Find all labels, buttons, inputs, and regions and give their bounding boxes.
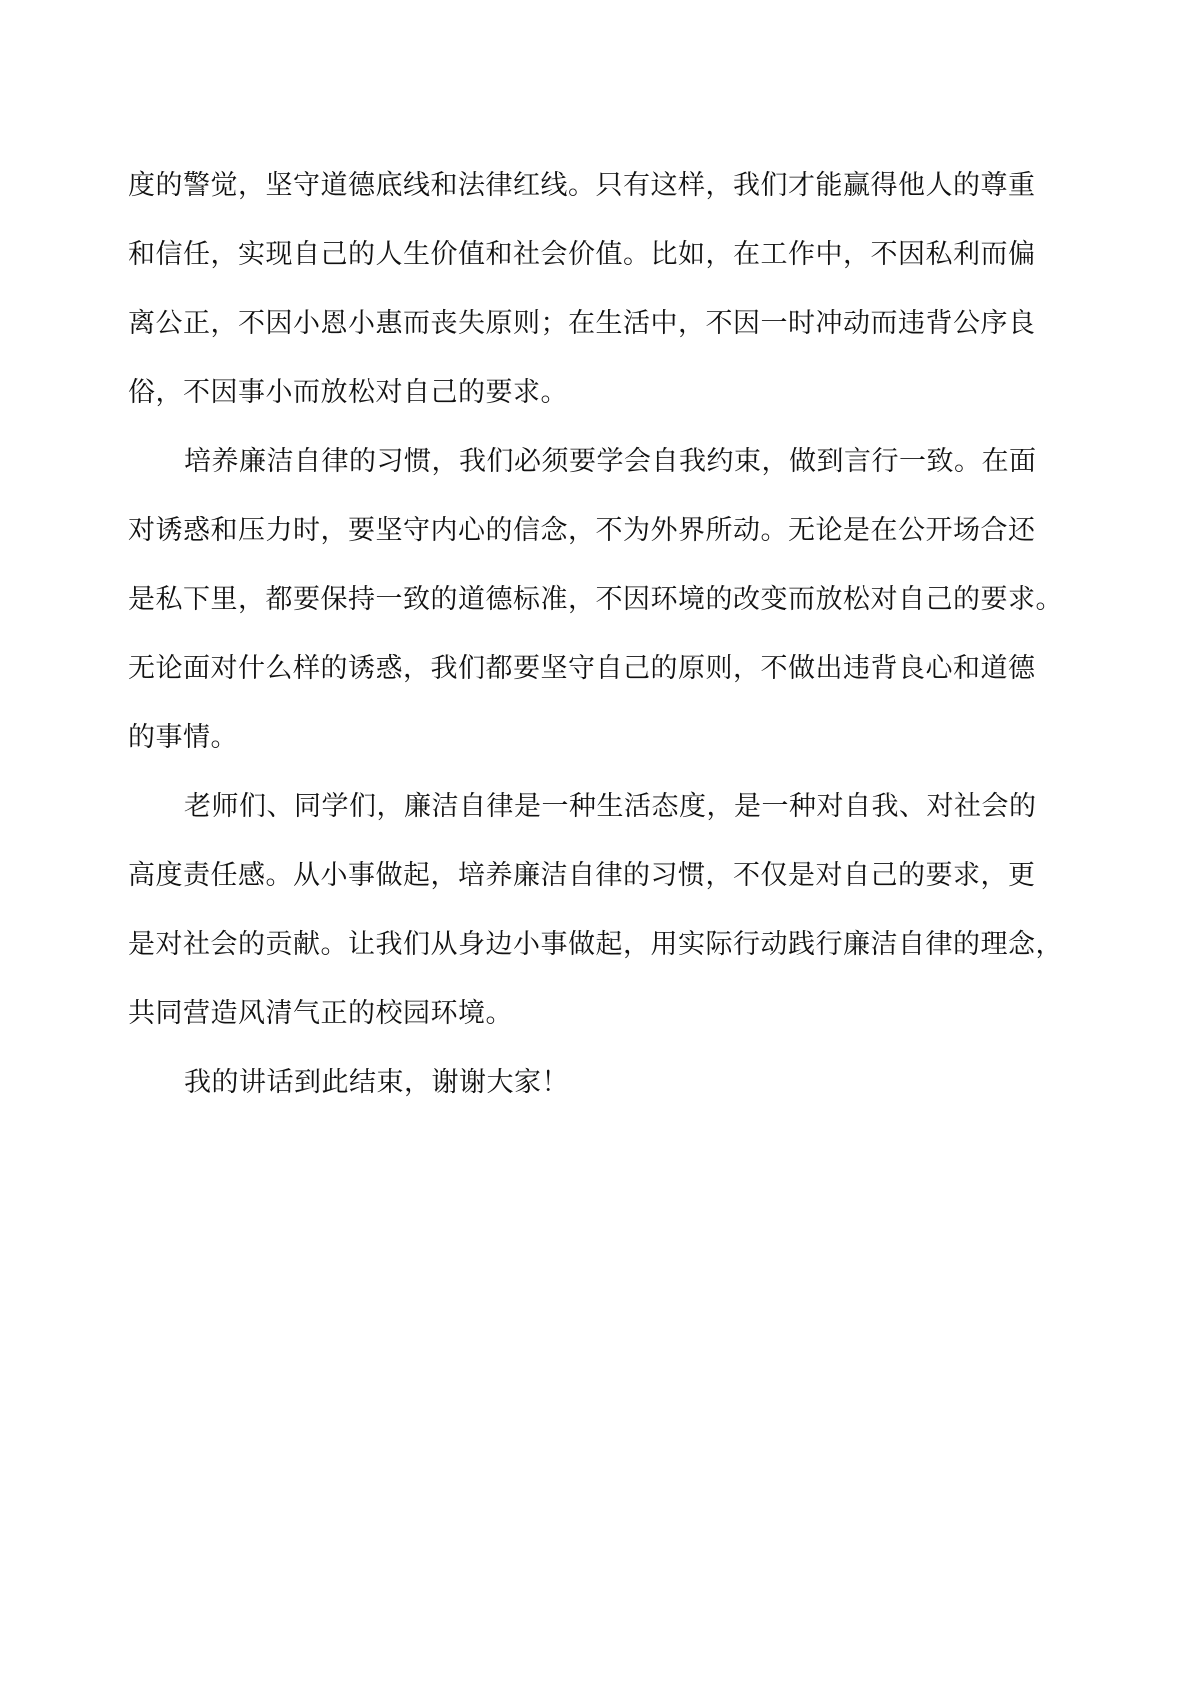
text-line: 共同营造风清气正的校园环境。: [128, 998, 513, 1029]
text-line: 离公正，不因小恩小惠而丧失原则；在生活中，不因一时冲动而违背公序良: [128, 308, 1036, 339]
document-body: [128, 151, 1088, 1117]
text-line: 和信任，实现自己的人生价值和社会价值。比如，在工作中，不因私利而偏: [128, 239, 1036, 270]
text-line: 我的讲话到此结束，谢谢大家！: [184, 1067, 569, 1098]
text-line: 度的警觉，坚守道德底线和法律红线。只有这样，我们才能赢得他人的尊重: [128, 170, 1036, 201]
text-line: 培养廉洁自律的习惯，我们必须要学会自我约束，做到言行一致。在面: [184, 446, 1037, 477]
text-line: 高度责任感。从小事做起，培养廉洁自律的习惯，不仅是对自己的要求，更: [128, 860, 1036, 891]
paragraph-1: [128, 151, 1088, 427]
text-line: 无论面对什么样的诱惑，我们都要坚守自己的原则，不做出违背良心和道德: [128, 653, 1036, 684]
paragraph-4: [128, 1048, 1088, 1117]
text-line: 是对社会的贡献。让我们从身边小事做起，用实际行动践行廉洁自律的理念，: [128, 929, 1063, 960]
paragraph-3: [128, 772, 1088, 1048]
paragraph-2: [128, 427, 1088, 772]
text-line: 老师们、同学们，廉洁自律是一种生活态度，是一种对自我、对社会的: [184, 791, 1037, 822]
text-line: 是私下里，都要保持一致的道德标准，不因环境的改变而放松对自己的要求。: [128, 584, 1063, 615]
text-line: 的事情。: [128, 722, 238, 753]
text-line: 对诱惑和压力时，要坚守内心的信念，不为外界所动。无论是在公开场合还: [128, 515, 1036, 546]
text-line: 俗，不因事小而放松对自己的要求。: [128, 377, 568, 408]
